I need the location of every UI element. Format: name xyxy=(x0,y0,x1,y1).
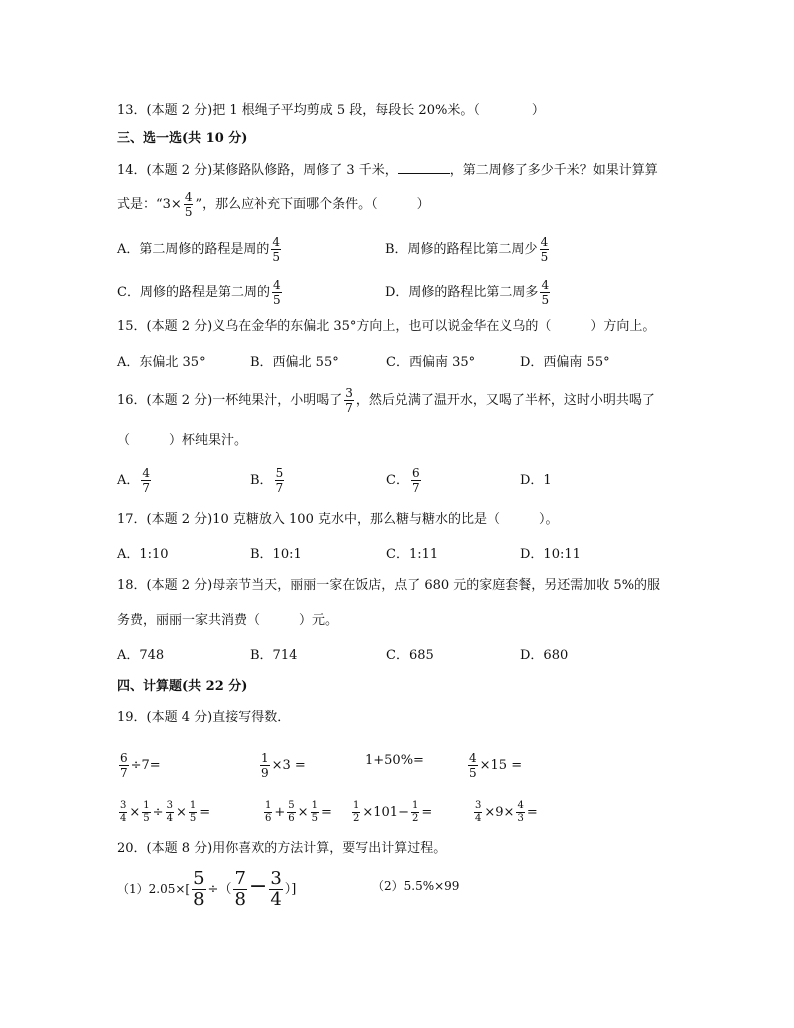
q19-expr-3: 1+50%= xyxy=(365,753,424,768)
q14-option-c[interactable]: C．周修的路程是第二周的 $\frac{4}{5}$ xyxy=(117,278,281,307)
fraction: $\frac{1}{9}$ xyxy=(261,751,269,780)
q18-option-a[interactable]: A．748 xyxy=(117,648,165,663)
fraction: $\frac{4}{5}$ xyxy=(541,278,550,307)
question-18-line2: 务费，丽丽一家共消费（ ）元。 xyxy=(117,613,339,628)
q19-expr-1: $\frac{6}{7}$ ÷7= xyxy=(120,751,161,780)
q19-expr-6: $\frac{1}{6}$ + $\frac{5}{6}$ × $\frac{1}{5}$ = xyxy=(265,800,332,824)
question-14-line2 xyxy=(117,191,430,218)
section-title-choice: 三、选一选(共 10 分) xyxy=(117,131,248,146)
q18-option-d[interactable]: D．680 xyxy=(520,648,569,663)
q19-expr-4: $\frac{4}{5}$ ×15 = xyxy=(469,751,523,780)
question-18-line1: 18．(本题 2 分)母亲节当天，丽丽一家在饭店，点了 680 元的家庭套餐，另还需加收 5%的服 xyxy=(117,578,661,593)
q14-expr-suffix: ”，那么应补充下面哪个条件。（ ） xyxy=(195,197,430,212)
section-title-calc: 四、计算题(共 22 分) xyxy=(117,679,248,694)
fraction: $\frac{4}{5}$ xyxy=(272,278,281,307)
question-19: 19．(本题 4 分)直接写得数． xyxy=(117,710,291,725)
q15-option-a[interactable]: A．东偏北 35° xyxy=(117,355,206,370)
q19-expr-8: $\frac{3}{4}$ ×9× $\frac{4}{3}$ = xyxy=(475,800,538,824)
question-16-line2: （ ）杯纯果汁。 xyxy=(117,433,248,448)
fraction: $\frac{4}{5}$ xyxy=(272,235,281,264)
question-20: 20．(本题 8 分)用你喜欢的方法计算，要写出计算过程。 xyxy=(117,841,447,856)
q16-option-b[interactable]: B． $\frac{5}{7}$ xyxy=(250,466,284,495)
q14-option-b[interactable]: B．周修的路程比第二周少 $\frac{4}{5}$ xyxy=(385,235,549,264)
q19-expr-7: $\frac{1}{2}$ ×101− $\frac{1}{2}$ = xyxy=(353,800,433,824)
q17-option-b[interactable]: B．10:1 xyxy=(250,547,302,562)
q15-option-c[interactable]: C．西偏南 35° xyxy=(386,355,476,370)
answer-blank xyxy=(398,161,450,174)
question-14-line1 xyxy=(117,161,658,180)
fraction: $\frac{4}{5}$ xyxy=(540,235,549,264)
q20-part-1: （1）2.05×[ $\frac{5}{8}$ ÷（ $\frac{7}{8}$ − $\frac{3}{4}$ ）] xyxy=(117,868,297,910)
q14-option-d[interactable]: D．周修的路程比第二周多 $\frac{4}{5}$ xyxy=(385,278,550,307)
q15-option-b[interactable]: B．西偏北 55° xyxy=(250,355,339,370)
q14-text-b: ，第二周修了多少千米？如果计算算 xyxy=(449,163,658,178)
q16-option-c[interactable]: C． $\frac{6}{7}$ xyxy=(386,466,420,495)
q18-option-b[interactable]: B．714 xyxy=(250,648,298,663)
q18-option-c[interactable]: C．685 xyxy=(386,648,434,663)
q19-expr-5: $\frac{3}{4}$ × $\frac{1}{5}$ ÷ $\frac{3}{4}$ × $\frac{1}{5}$ = xyxy=(120,800,211,824)
q14-text-a: 14．(本题 2 分)某修路队修路，周修了 3 千米， xyxy=(117,163,398,178)
fraction: $\frac{4}{7}$ xyxy=(142,466,151,495)
q14-option-a[interactable]: A．第二周修的路程是周的 $\frac{4}{5}$ xyxy=(117,235,281,264)
q16-option-d[interactable]: D．1 xyxy=(520,473,552,488)
q14-expr-prefix: 式是：“3× xyxy=(117,197,182,212)
fraction: $\frac{4}{5}$ xyxy=(469,751,477,780)
question-17: 17．(本题 2 分)10 克糖放入 100 克水中，那么糖与糖水的比是（ ）。 xyxy=(117,512,559,527)
q19-expr-2: $\frac{1}{9}$ ×3 = xyxy=(261,751,306,780)
q17-option-a[interactable]: A．1:10 xyxy=(117,547,169,562)
fraction: $\frac{4}{5}$ xyxy=(184,190,193,219)
fraction: $\frac{5}{7}$ xyxy=(275,466,284,495)
question-13: 13．(本题 2 分)把 1 根绳子平均剪成 5 段，每段长 20%米。（ ） xyxy=(117,103,545,118)
question-15: 15．(本题 2 分)义乌在金华的东偏北 35°方向上，也可以说金华在义乌的（ ）方向上。 xyxy=(117,319,656,334)
fraction: $\frac{6}{7}$ xyxy=(411,466,420,495)
q15-option-d[interactable]: D．西偏南 55° xyxy=(520,355,610,370)
fraction: $\frac{3}{7}$ xyxy=(345,386,353,415)
fraction: $\frac{6}{7}$ xyxy=(120,751,128,780)
q16-option-a[interactable]: A． $\frac{4}{7}$ xyxy=(117,466,151,495)
question-16-line1: 16．(本题 2 分)一杯纯果汁，小明喝了 $\frac{3}{7}$ ，然后兑满了温开水，又喝了半杯，这时小明共喝了 xyxy=(117,386,655,415)
q20-part-2: （2）5.5%×99 xyxy=(372,879,460,893)
q17-option-d[interactable]: D．10:11 xyxy=(520,547,581,562)
q17-option-c[interactable]: C．1:11 xyxy=(386,547,439,562)
